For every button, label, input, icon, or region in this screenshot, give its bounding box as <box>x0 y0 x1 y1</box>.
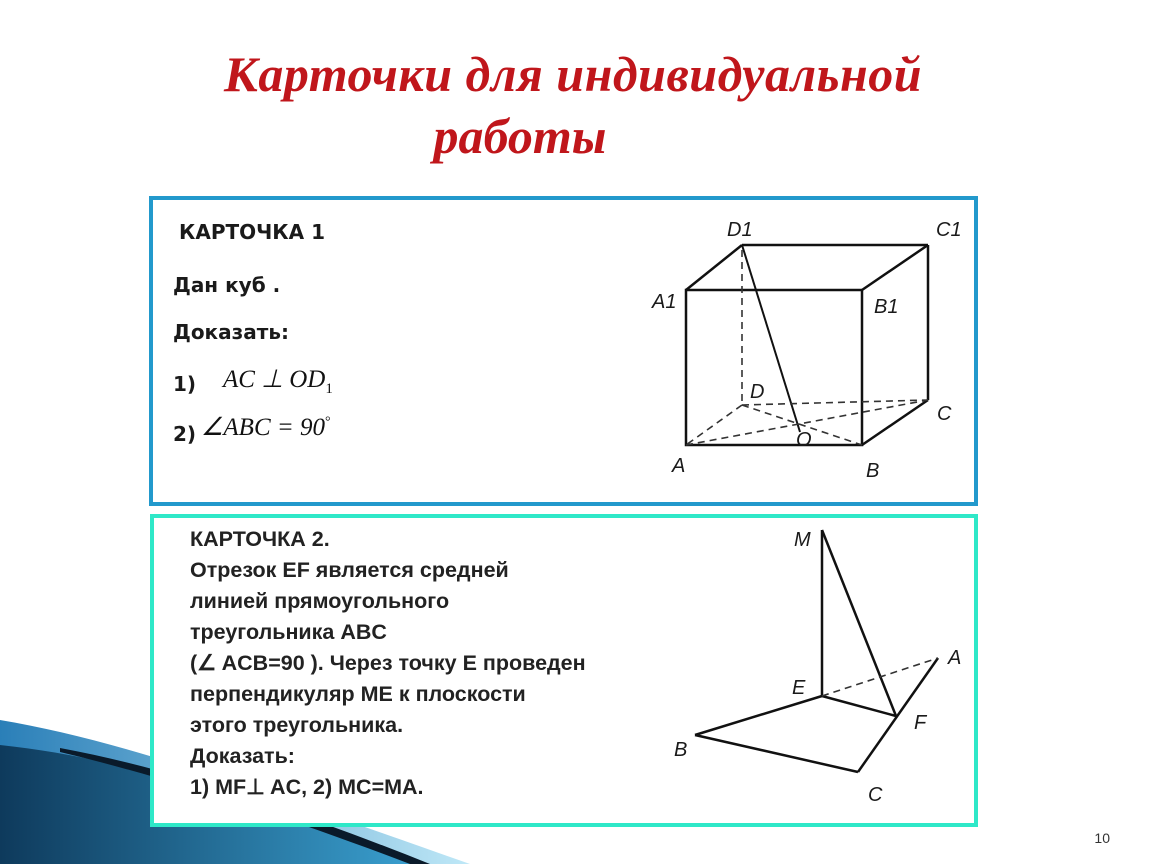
card-1 <box>149 196 978 506</box>
cube-label-o: O <box>796 429 812 451</box>
card-1-item-1-expression: AC ⊥ OD <box>223 366 326 393</box>
card-2-text-area <box>178 518 648 816</box>
card-2-line-2: Отрезок EF является средней <box>190 558 509 582</box>
card-1-item-2-formula <box>201 412 331 442</box>
card-1-heading: КАРТОЧКА 1 <box>179 220 325 244</box>
triangle-label-m: M <box>794 529 811 551</box>
card-1-item-1-formula <box>223 364 333 398</box>
card-2-line-3: линией прямоугольного <box>190 589 450 613</box>
card-2-line-6: перпендикуляр ME к плоскости <box>190 682 526 706</box>
triangle-label-a: A <box>948 647 962 669</box>
card-2-line-8: Доказать: <box>190 744 295 768</box>
card-2-line-9: 1) MF⊥ AC, 2) MC=MA. <box>190 775 424 799</box>
cube-label-c: C <box>937 403 952 425</box>
card-1-item-2-number: 2) <box>173 422 197 446</box>
cube-label-d: D <box>750 381 765 403</box>
triangle-label-b: B <box>674 739 688 761</box>
triangle-label-c: C <box>868 784 883 806</box>
card-1-item-1-subscript: 1 <box>325 381 333 397</box>
card-1-given: Дан куб . <box>173 273 281 297</box>
card-2-line-5: (∠ ACB=90 ). Через точку E проведен <box>190 651 586 675</box>
card-1-item-2-degree: ° <box>325 414 331 430</box>
card-2-line-4: треугольника ABC <box>190 620 387 644</box>
card-1-prove-label: Доказать: <box>173 320 289 344</box>
card-2-line-1: КАРТОЧКА 2. <box>190 527 330 551</box>
page-title-line-2: работы <box>433 108 607 164</box>
page-number: 10 <box>1094 830 1110 846</box>
page-title-line-1: Карточки для индивидуальной <box>223 46 923 102</box>
cube-label-b: B <box>866 460 880 482</box>
triangle-label-f: F <box>914 712 927 734</box>
card-1-item-1-number: 1) <box>173 372 197 396</box>
cube-label-b1: B1 <box>874 296 899 318</box>
cube-label-c1: C1 <box>936 219 962 241</box>
cube-label-a1: A1 <box>652 291 677 313</box>
card-2 <box>150 514 978 827</box>
card-1-item-2-expression: ∠ABC = 90 <box>201 414 325 441</box>
card-2-line-7: этого треугольника. <box>190 713 404 737</box>
cube-label-d1: D1 <box>727 219 753 241</box>
cube-label-a: A <box>672 455 686 477</box>
triangle-label-e: E <box>792 677 806 699</box>
